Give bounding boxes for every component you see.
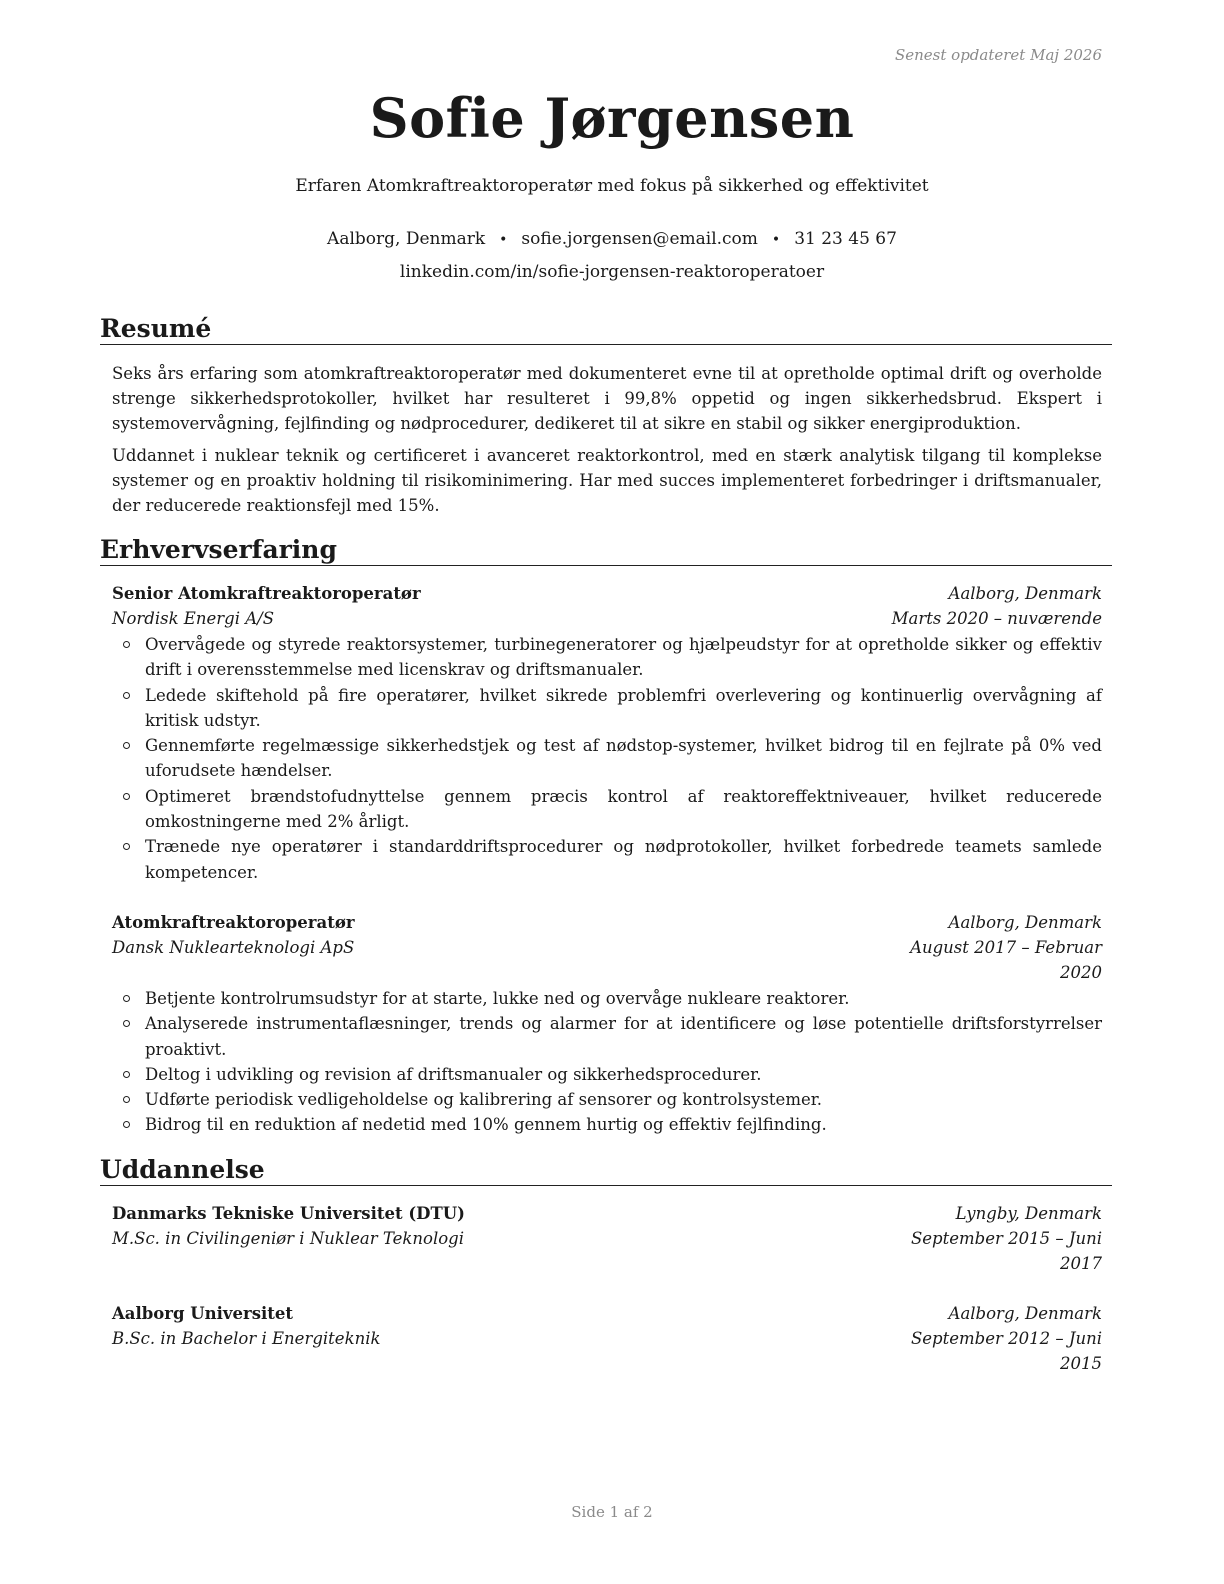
job-role: Senior Atomkraftreaktoroperatør (112, 584, 421, 603)
circle-bullet-icon (123, 793, 130, 800)
education-dates: September 2015 – Juni 2017 (910, 1229, 1102, 1273)
page-number: Side 1 af 2 (571, 1503, 653, 1521)
list-item: Overvågede og styrede reaktorsystemer, turbinegeneratorer og hjælpeudstyr for at opretholde sikker og effektiv drift i overensstemmelse med licenskrav og driftsmanualer. (112, 632, 1102, 683)
list-item: Betjente kontrolrumsudstyr for at starte, lukke ned og overvåge nukleare reaktorer. (112, 986, 1102, 1011)
list-item: Deltog i udvikling og revision af driftsmanualer og sikkerhedsprocedurer. (112, 1062, 1102, 1087)
section-title-education: Uddannelse (100, 1155, 1112, 1186)
section-title-summary: Resumé (100, 314, 1112, 345)
last-updated: Senest opdateret Maj 2026 (894, 46, 1102, 64)
contact-line (0, 229, 1224, 249)
job-dates: Marts 2020 – nuværende (891, 609, 1102, 628)
education-dates: September 2012 – Juni 2015 (910, 1329, 1102, 1373)
list-item: Gennemførte regelmæssige sikkerhedstjek og test af nødstop-systemer, hvilket bidrog til en fejlrate på 0% ved uforudsete hændelser. (112, 733, 1102, 784)
degree: M.Sc. in Civilingeniør i Nuklear Teknologi (112, 1229, 464, 1248)
circle-bullet-icon (123, 692, 130, 699)
circle-bullet-icon (123, 1121, 130, 1128)
job-location: Aalborg, Denmark (948, 913, 1102, 932)
list-item: Analyserede instrumentaflæsninger, trends og alarmer for at identificere og løse potentielle driftsforstyrrelser proaktivt. (112, 1011, 1102, 1062)
circle-bullet-icon (123, 843, 130, 850)
circle-bullet-icon (123, 1020, 130, 1027)
school-location: Lyngby, Denmark (955, 1204, 1102, 1223)
circle-bullet-icon (123, 1096, 130, 1103)
bullet-separator: • (499, 232, 508, 248)
job-entry-header (112, 581, 1102, 631)
summary-paragraph-2: Uddannet i nuklear teknik og certificeret i avanceret reaktorkontrol, med en stærk analytisk tilgang til komplekse systemer og en proaktiv holdning til risikominimering. Har med succes implementeret forbedringer i driftsmanualer, der reducerede reaktionsfejl med 15%. (112, 446, 1102, 515)
list-item: Bidrog til en reduktion af nedetid med 10% gennem hurtig og effektiv fejlfinding. (112, 1112, 1102, 1137)
school-name: Danmarks Tekniske Universitet (DTU) (112, 1204, 465, 1223)
circle-bullet-icon (123, 995, 130, 1002)
tagline: Erfaren Atomkraftreaktoroperatør med fokus på sikkerhed og effektivitet (295, 176, 929, 196)
list-item: Trænede nye operatører i standarddriftsprocedurer og nødprotokoller, hvilket forbedrede teamets samlede kompetencer. (112, 834, 1102, 885)
contact-linkedin[interactable]: linkedin.com/in/sofie-jorgensen-reaktoroperatoer (399, 262, 825, 282)
contact-phone: 31 23 45 67 (794, 229, 897, 249)
education-entry-header (112, 1301, 1102, 1373)
summary-paragraph-1: Seks års erfaring som atomkraftreaktoroperatør med dokumenteret evne til at opretholde optimal drift og overholde strenge sikkerhedsprotokoller, hvilket har resulteret i 99,8% oppetid og ingen sikkerhedsbrud. Ekspert i systemovervågning, fejlfinding og nødprocedurer, dedikeret til at sikre en stabil og sikker energiproduktion. (112, 364, 1102, 433)
section-title-experience: Erhvervserfaring (100, 535, 1112, 566)
job-role: Atomkraftreaktoroperatør (112, 913, 355, 932)
job-bullets (112, 632, 1102, 885)
degree: B.Sc. in Bachelor i Energiteknik (112, 1329, 381, 1348)
job-company: Nordisk Energi A/S (112, 609, 274, 628)
circle-bullet-icon (123, 641, 130, 648)
contact-email[interactable]: sofie.jorgensen@email.com (521, 229, 758, 249)
list-item: Optimeret brændstofudnyttelse gennem præcis kontrol af reaktoreffektniveauer, hvilket reducerede omkostningerne med 2% årligt. (112, 784, 1102, 835)
school-location: Aalborg, Denmark (948, 1304, 1102, 1323)
education-entry-header (112, 1201, 1102, 1273)
circle-bullet-icon (123, 742, 130, 749)
job-location: Aalborg, Denmark (948, 584, 1102, 603)
school-name: Aalborg Universitet (112, 1304, 294, 1323)
bullet-separator: • (771, 232, 781, 248)
list-item: Ledede skiftehold på fire operatører, hvilket sikrede problemfri overlevering og kontinuerlig overvågning af kritisk udstyr. (112, 683, 1102, 734)
job-entry-header (112, 910, 1102, 982)
job-bullets (112, 986, 1102, 1138)
job-dates: August 2017 – Februar 2020 (910, 938, 1102, 982)
contact-location: Aalborg, Denmark (327, 229, 486, 249)
circle-bullet-icon (123, 1071, 130, 1078)
job-company: Dansk Nuklearteknologi ApS (112, 938, 355, 957)
list-item: Udførte periodisk vedligeholdelse og kalibrering af sensorer og kontrolsystemer. (112, 1087, 1102, 1112)
candidate-name: Sofie Jørgensen (369, 86, 855, 150)
